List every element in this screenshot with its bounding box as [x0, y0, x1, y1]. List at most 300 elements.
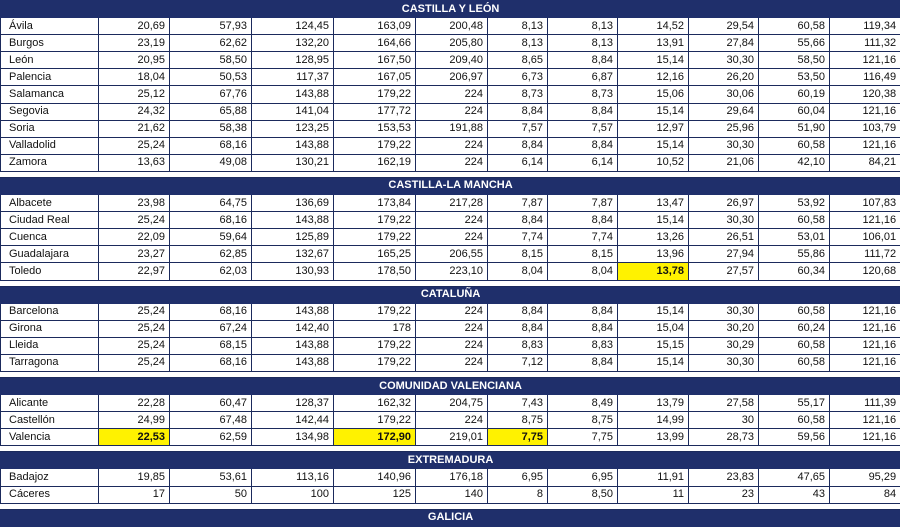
table-row [1, 469, 900, 486]
table-row [1, 52, 900, 69]
value-cell: 7,75 [488, 429, 548, 446]
value-cell: 113,16 [252, 469, 334, 486]
value-cell: 62,85 [170, 246, 252, 263]
value-cell: 179,22 [334, 137, 416, 154]
value-cell: 60,19 [759, 86, 830, 103]
value-cell: 7,74 [488, 229, 548, 246]
section-header [1, 452, 900, 469]
value-cell: 191,88 [416, 120, 488, 137]
value-cell: 10,52 [618, 154, 689, 171]
value-cell: 120,38 [830, 86, 900, 103]
value-cell: 15,14 [618, 52, 689, 69]
section-title: CATALUÑA [1, 286, 900, 303]
value-cell: 53,50 [759, 69, 830, 86]
province-name: Salamanca [1, 86, 99, 103]
value-cell: 23,98 [99, 195, 170, 212]
value-cell: 224 [416, 212, 488, 229]
value-cell: 62,62 [170, 35, 252, 52]
value-cell: 7,57 [488, 120, 548, 137]
value-cell: 58,38 [170, 120, 252, 137]
value-cell: 121,16 [830, 303, 900, 320]
value-cell: 55,66 [759, 35, 830, 52]
value-cell: 43 [759, 486, 830, 503]
table-row [1, 103, 900, 120]
value-cell: 60,34 [759, 263, 830, 280]
value-cell: 13,91 [618, 35, 689, 52]
value-cell: 8,84 [488, 137, 548, 154]
value-cell: 176,18 [416, 469, 488, 486]
province-name: Tarragona [1, 354, 99, 371]
value-cell: 59,56 [759, 429, 830, 446]
province-name: Badajoz [1, 469, 99, 486]
value-cell: 67,76 [170, 86, 252, 103]
value-cell: 24,32 [99, 103, 170, 120]
value-cell: 24,99 [99, 412, 170, 429]
value-cell: 8,65 [488, 52, 548, 69]
value-cell: 7,57 [548, 120, 618, 137]
value-cell: 119,34 [830, 18, 900, 35]
province-name: Burgos [1, 35, 99, 52]
value-cell: 30,30 [689, 354, 759, 371]
table-row [1, 354, 900, 371]
value-cell: 224 [416, 103, 488, 120]
value-cell: 165,25 [334, 246, 416, 263]
value-cell: 8,84 [548, 320, 618, 337]
value-cell: 68,16 [170, 354, 252, 371]
value-cell: 8,84 [548, 303, 618, 320]
value-cell: 30 [689, 412, 759, 429]
value-cell: 15,14 [618, 103, 689, 120]
value-cell: 120,68 [830, 263, 900, 280]
value-cell: 6,95 [488, 469, 548, 486]
value-cell: 111,32 [830, 35, 900, 52]
value-cell: 8,84 [548, 137, 618, 154]
table-row [1, 337, 900, 354]
value-cell: 162,19 [334, 154, 416, 171]
value-cell: 153,53 [334, 120, 416, 137]
value-cell: 59,64 [170, 229, 252, 246]
value-cell: 25,96 [689, 120, 759, 137]
value-cell: 125,89 [252, 229, 334, 246]
value-cell: 14,99 [618, 412, 689, 429]
value-cell: 42,10 [759, 154, 830, 171]
value-cell: 57,93 [170, 18, 252, 35]
table-row [1, 18, 900, 35]
value-cell: 134,98 [252, 429, 334, 446]
value-cell: 26,97 [689, 195, 759, 212]
value-cell: 6,14 [488, 154, 548, 171]
value-cell: 55,86 [759, 246, 830, 263]
value-cell: 140 [416, 486, 488, 503]
value-cell: 26,20 [689, 69, 759, 86]
value-cell: 179,22 [334, 412, 416, 429]
value-cell: 25,24 [99, 303, 170, 320]
value-cell: 8,15 [488, 246, 548, 263]
value-cell: 8,04 [488, 263, 548, 280]
value-cell: 30,30 [689, 137, 759, 154]
value-cell: 20,95 [99, 52, 170, 69]
value-cell: 49,08 [170, 154, 252, 171]
value-cell: 30,06 [689, 86, 759, 103]
value-cell: 8,13 [488, 35, 548, 52]
value-cell: 128,95 [252, 52, 334, 69]
province-name: Ciudad Real [1, 212, 99, 229]
value-cell: 128,37 [252, 395, 334, 412]
value-cell: 30,30 [689, 303, 759, 320]
value-cell: 124,45 [252, 18, 334, 35]
value-cell: 8,84 [548, 354, 618, 371]
table-row [1, 137, 900, 154]
value-cell: 68,16 [170, 303, 252, 320]
value-cell: 178,50 [334, 263, 416, 280]
value-cell: 84 [830, 486, 900, 503]
value-cell: 12,97 [618, 120, 689, 137]
table-row [1, 86, 900, 103]
value-cell: 7,87 [488, 195, 548, 212]
province-name: Lleida [1, 337, 99, 354]
section-header [1, 1, 900, 18]
value-cell: 6,87 [548, 69, 618, 86]
value-cell: 224 [416, 337, 488, 354]
value-cell: 204,75 [416, 395, 488, 412]
value-cell: 8,84 [488, 212, 548, 229]
value-cell: 60,58 [759, 18, 830, 35]
value-cell: 103,79 [830, 120, 900, 137]
value-cell: 27,84 [689, 35, 759, 52]
value-cell: 206,55 [416, 246, 488, 263]
value-cell: 8,83 [548, 337, 618, 354]
value-cell: 8 [488, 486, 548, 503]
value-cell: 13,78 [618, 263, 689, 280]
province-name: Girona [1, 320, 99, 337]
province-name: Soria [1, 120, 99, 137]
value-cell: 6,73 [488, 69, 548, 86]
value-cell: 60,58 [759, 303, 830, 320]
value-cell: 130,21 [252, 154, 334, 171]
value-cell: 60,58 [759, 137, 830, 154]
value-cell: 224 [416, 412, 488, 429]
value-cell: 8,13 [488, 18, 548, 35]
value-cell: 8,84 [488, 303, 548, 320]
value-cell: 224 [416, 320, 488, 337]
value-cell: 100 [252, 486, 334, 503]
value-cell: 7,43 [488, 395, 548, 412]
value-cell: 121,16 [830, 429, 900, 446]
section-title: COMUNIDAD VALENCIANA [1, 377, 900, 394]
value-cell: 23,83 [689, 469, 759, 486]
value-cell: 11,91 [618, 469, 689, 486]
value-cell: 22,53 [99, 429, 170, 446]
value-cell: 25,24 [99, 137, 170, 154]
value-cell: 21,06 [689, 154, 759, 171]
province-name: Segovia [1, 103, 99, 120]
section-header [1, 286, 900, 303]
value-cell: 167,05 [334, 69, 416, 86]
value-cell: 8,13 [548, 35, 618, 52]
value-cell: 17 [99, 486, 170, 503]
value-cell: 65,88 [170, 103, 252, 120]
table-row [1, 320, 900, 337]
value-cell: 179,22 [334, 337, 416, 354]
value-cell: 68,15 [170, 337, 252, 354]
value-cell: 121,16 [830, 337, 900, 354]
table-row [1, 195, 900, 212]
value-cell: 25,24 [99, 320, 170, 337]
value-cell: 142,44 [252, 412, 334, 429]
value-cell: 30,29 [689, 337, 759, 354]
value-cell: 60,58 [759, 212, 830, 229]
value-cell: 30,30 [689, 212, 759, 229]
value-cell: 13,96 [618, 246, 689, 263]
table-row [1, 212, 900, 229]
value-cell: 8,84 [548, 52, 618, 69]
value-cell: 95,29 [830, 469, 900, 486]
value-cell: 8,50 [548, 486, 618, 503]
value-cell: 15,14 [618, 137, 689, 154]
value-cell: 177,72 [334, 103, 416, 120]
value-cell: 224 [416, 354, 488, 371]
value-cell: 178 [334, 320, 416, 337]
value-cell: 143,88 [252, 354, 334, 371]
value-cell: 223,10 [416, 263, 488, 280]
value-cell: 172,90 [334, 429, 416, 446]
value-cell: 23,27 [99, 246, 170, 263]
value-cell: 8,13 [548, 18, 618, 35]
value-cell: 30,30 [689, 52, 759, 69]
value-cell: 130,93 [252, 263, 334, 280]
value-cell: 26,51 [689, 229, 759, 246]
province-name: Ávila [1, 18, 99, 35]
table-row [1, 229, 900, 246]
value-cell: 162,32 [334, 395, 416, 412]
value-cell: 132,20 [252, 35, 334, 52]
table-row [1, 120, 900, 137]
value-cell: 18,04 [99, 69, 170, 86]
value-cell: 111,72 [830, 246, 900, 263]
value-cell: 22,09 [99, 229, 170, 246]
value-cell: 8,73 [548, 86, 618, 103]
value-cell: 22,28 [99, 395, 170, 412]
value-cell: 136,69 [252, 195, 334, 212]
value-cell: 12,16 [618, 69, 689, 86]
value-cell: 121,16 [830, 354, 900, 371]
value-cell: 142,40 [252, 320, 334, 337]
value-cell: 224 [416, 86, 488, 103]
value-cell: 179,22 [334, 354, 416, 371]
value-cell: 50,53 [170, 69, 252, 86]
province-name: Alicante [1, 395, 99, 412]
value-cell: 143,88 [252, 212, 334, 229]
value-cell: 224 [416, 137, 488, 154]
value-cell: 21,62 [99, 120, 170, 137]
value-cell: 84,21 [830, 154, 900, 171]
value-cell: 173,84 [334, 195, 416, 212]
value-cell: 13,79 [618, 395, 689, 412]
value-cell: 106,01 [830, 229, 900, 246]
value-cell: 164,66 [334, 35, 416, 52]
value-cell: 8,04 [548, 263, 618, 280]
value-cell: 224 [416, 229, 488, 246]
value-cell: 28,73 [689, 429, 759, 446]
section-title: CASTILLA Y LEÓN [1, 1, 900, 18]
value-cell: 6,95 [548, 469, 618, 486]
value-cell: 8,75 [488, 412, 548, 429]
value-cell: 25,12 [99, 86, 170, 103]
value-cell: 7,87 [548, 195, 618, 212]
value-cell: 8,84 [548, 103, 618, 120]
value-cell: 179,22 [334, 229, 416, 246]
value-cell: 121,16 [830, 412, 900, 429]
value-cell: 8,84 [488, 103, 548, 120]
value-cell: 179,22 [334, 212, 416, 229]
value-cell: 143,88 [252, 337, 334, 354]
value-cell: 23 [689, 486, 759, 503]
value-cell: 50 [170, 486, 252, 503]
value-cell: 15,06 [618, 86, 689, 103]
value-cell: 7,75 [548, 429, 618, 446]
value-cell: 121,16 [830, 103, 900, 120]
value-cell: 121,16 [830, 320, 900, 337]
value-cell: 217,28 [416, 195, 488, 212]
value-cell: 13,47 [618, 195, 689, 212]
value-cell: 15,14 [618, 303, 689, 320]
section-header [1, 177, 900, 194]
value-cell: 13,26 [618, 229, 689, 246]
table-row [1, 412, 900, 429]
value-cell: 58,50 [759, 52, 830, 69]
province-name: Castellón [1, 412, 99, 429]
value-cell: 58,50 [170, 52, 252, 69]
value-cell: 25,24 [99, 212, 170, 229]
value-cell: 27,94 [689, 246, 759, 263]
value-cell: 60,58 [759, 354, 830, 371]
value-cell: 15,04 [618, 320, 689, 337]
value-cell: 125 [334, 486, 416, 503]
value-cell: 15,15 [618, 337, 689, 354]
table-row [1, 35, 900, 52]
value-cell: 27,57 [689, 263, 759, 280]
province-name: Valencia [1, 429, 99, 446]
value-cell: 209,40 [416, 52, 488, 69]
value-cell: 6,14 [548, 154, 618, 171]
province-name: Cáceres [1, 486, 99, 503]
value-cell: 219,01 [416, 429, 488, 446]
value-cell: 200,48 [416, 18, 488, 35]
value-cell: 123,25 [252, 120, 334, 137]
value-cell: 53,01 [759, 229, 830, 246]
value-cell: 60,47 [170, 395, 252, 412]
table-row [1, 303, 900, 320]
value-cell: 47,65 [759, 469, 830, 486]
value-cell: 60,58 [759, 412, 830, 429]
value-cell: 15,14 [618, 212, 689, 229]
table-row [1, 486, 900, 503]
value-cell: 13,99 [618, 429, 689, 446]
value-cell: 20,69 [99, 18, 170, 35]
table-row [1, 69, 900, 86]
value-cell: 19,85 [99, 469, 170, 486]
province-name: Zamora [1, 154, 99, 171]
value-cell: 140,96 [334, 469, 416, 486]
value-cell: 116,49 [830, 69, 900, 86]
province-name: Barcelona [1, 303, 99, 320]
value-cell: 13,63 [99, 154, 170, 171]
province-name: Valladolid [1, 137, 99, 154]
value-cell: 8,83 [488, 337, 548, 354]
value-cell: 11 [618, 486, 689, 503]
value-cell: 23,19 [99, 35, 170, 52]
value-cell: 14,52 [618, 18, 689, 35]
value-cell: 60,04 [759, 103, 830, 120]
value-cell: 25,24 [99, 354, 170, 371]
value-cell: 163,09 [334, 18, 416, 35]
value-cell: 111,39 [830, 395, 900, 412]
section-title: EXTREMADURA [1, 452, 900, 469]
value-cell: 179,22 [334, 86, 416, 103]
value-cell: 51,90 [759, 120, 830, 137]
value-cell: 27,58 [689, 395, 759, 412]
province-name: León [1, 52, 99, 69]
section-header [1, 377, 900, 394]
value-cell: 132,67 [252, 246, 334, 263]
value-cell: 60,24 [759, 320, 830, 337]
value-cell: 62,59 [170, 429, 252, 446]
section-header [1, 509, 900, 526]
value-cell: 121,16 [830, 137, 900, 154]
value-cell: 53,61 [170, 469, 252, 486]
value-cell: 8,73 [488, 86, 548, 103]
value-cell: 64,75 [170, 195, 252, 212]
table-row [1, 429, 900, 446]
value-cell: 29,54 [689, 18, 759, 35]
province-name: Cuenca [1, 229, 99, 246]
value-cell: 8,84 [548, 212, 618, 229]
province-name: Albacete [1, 195, 99, 212]
value-cell: 53,92 [759, 195, 830, 212]
value-cell: 141,04 [252, 103, 334, 120]
value-cell: 67,48 [170, 412, 252, 429]
table-row [1, 154, 900, 171]
table-row [1, 263, 900, 280]
value-cell: 224 [416, 154, 488, 171]
value-cell: 25,24 [99, 337, 170, 354]
value-cell: 7,74 [548, 229, 618, 246]
value-cell: 8,49 [548, 395, 618, 412]
value-cell: 55,17 [759, 395, 830, 412]
table-row [1, 246, 900, 263]
value-cell: 117,37 [252, 69, 334, 86]
value-cell: 15,14 [618, 354, 689, 371]
value-cell: 8,75 [548, 412, 618, 429]
section-title: GALICIA [1, 509, 900, 526]
value-cell: 179,22 [334, 303, 416, 320]
value-cell: 68,16 [170, 137, 252, 154]
province-name: Palencia [1, 69, 99, 86]
province-name: Guadalajara [1, 246, 99, 263]
value-cell: 205,80 [416, 35, 488, 52]
value-cell: 30,20 [689, 320, 759, 337]
value-cell: 62,03 [170, 263, 252, 280]
value-cell: 143,88 [252, 137, 334, 154]
value-cell: 121,16 [830, 52, 900, 69]
value-cell: 7,12 [488, 354, 548, 371]
value-cell: 107,83 [830, 195, 900, 212]
province-name: Toledo [1, 263, 99, 280]
value-cell: 67,24 [170, 320, 252, 337]
value-cell: 206,97 [416, 69, 488, 86]
value-cell: 8,15 [548, 246, 618, 263]
value-cell: 224 [416, 303, 488, 320]
